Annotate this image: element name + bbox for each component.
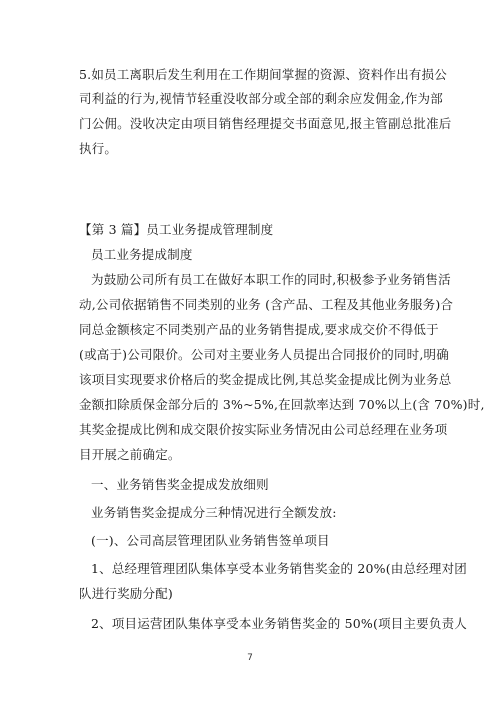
page-number: 7 [247, 653, 253, 663]
paragraph-line: 为鼓励公司所有员工在做好本职工作的同时,积极参予业务销售活 [91, 272, 451, 287]
chapter-subtitle: 员工业务提成制度 [91, 247, 193, 262]
paragraph-line: 司利益的行为,视情节轻重没收部分或全部的剩余应发佣金,作为部 [79, 91, 443, 106]
chapter-heading: 【第 3 篇】员工业务提成管理制度 [79, 222, 274, 237]
list-item-line: 队进行奖励分配) [79, 586, 173, 601]
list-item-line: 1、总经理管理团队集体享受本业务销售奖金的 20%(由总经理对团 [91, 561, 467, 576]
paragraph-line: 门公佣。没收决定由项目销售经理提交书面意见,报主管副总批准后 [79, 116, 452, 131]
paragraph-line: 执行。 [79, 141, 118, 156]
section-intro: 业务销售奖金提成分三种情况进行全额发放: [91, 505, 337, 520]
list-item-line: 2、项目运营团队集体享受本业务销售奖金的 50%(项目主要负责人 [91, 616, 467, 631]
paragraph-line: 目开展之前确定。 [79, 447, 181, 462]
paragraph-line: 该项目实现要求价格后的奖金提成比例,其总奖金提成比例为业务总 [79, 372, 452, 387]
paragraph-line: 5.如员工离职后发生利用在工作期间掌握的资源、资料作出有损公 [79, 67, 447, 82]
subsection-title: (一)、公司高层管理团队业务销售签单项目 [91, 533, 330, 548]
paragraph-line: 动,公司依据销售不同类别的业务 (含产品、工程及其他业务服务)合 [79, 297, 454, 312]
paragraph-line: 其奖金提成比例和成交限价按实际业务情况由公司总经理在业务项 [79, 422, 448, 437]
paragraph-line: (或高于)公司限价。公司对主要业务人员提出合同报价的同时,明确 [79, 347, 449, 362]
section-title: 一、业务销售奖金提成发放细则 [91, 477, 269, 492]
paragraph-line: 同总金额核定不同类别产品的业务销售提成,要求成交价不得低于 [79, 322, 439, 337]
paragraph-line: 金额扣除质保金部分后的 3%~5%,在回款率达到 70%以上(含 70%)时, [79, 397, 485, 412]
